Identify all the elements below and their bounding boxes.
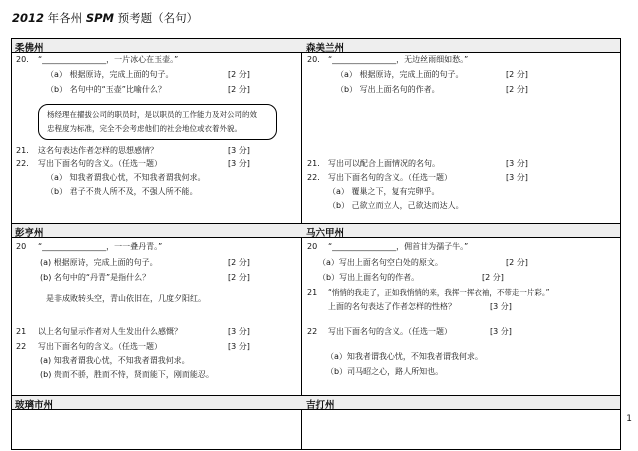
johor-q20-num: 20. [16,55,29,64]
johor-q22a: （a） 知我者谓我心忧，不知我者谓我何求。 [46,173,206,182]
johor-q21-num: 21. [16,146,29,155]
ns-q22-text: 写出下面名句的含义。（任选一题） [328,173,452,182]
johor-q20a-mark: [2 分] [228,70,250,79]
state-melaka: 马六甲州 [306,228,345,239]
melaka-q21-num: 21 [307,288,318,297]
state-negeri-sembilan: 森美兰州 [306,43,345,54]
title-rest: 预考题（名句） [117,11,199,25]
state-header-row-1 [12,38,620,53]
johor-q22-text: 写出下面名句的含义。（任选一题） [38,159,162,168]
ns-q20-text: “________________，无边丝雨细如愁。” [328,55,469,64]
melaka-q21-mark: [3 分] [490,302,512,311]
melaka-q21-text: “悄悄的我走了，正如我悄悄的来，我挥一挥衣袖，不带走一片彩。” [328,288,550,297]
melaka-q20-num: 20 [307,242,318,251]
johor-passage-line-1: 杨经理在擢拔公司的职员时，是以职员的工作能力及对公司的效 [47,110,257,119]
pahang-q22a: (a) 知我者谓我心忧，不知我者谓我何求。 [40,356,190,365]
melaka-q20b-mark: [2 分] [482,273,504,282]
melaka-q20a-mark: [2 分] [506,258,528,267]
johor-passage-box [38,104,277,140]
ns-q21-mark: [3 分] [506,159,528,168]
pahang-q21-text: 以上名句显示作者对人生发出什么感慨？ [38,327,182,336]
pahang-q21-num: 21 [16,327,27,336]
state-perlis: 玻璃市州 [15,400,54,411]
johor-q20a: （a） 根据原诗，完成上面的句子。 [46,70,174,79]
pahang-q20a: (a) 根据原诗，完成上面的句子。 [40,258,158,267]
ns-q20a-mark: [2 分] [506,70,528,79]
pahang-q22-num: 22 [16,342,27,351]
johor-q22-mark: [3 分] [228,159,250,168]
pahang-quote: 是非成败转头空，青山依旧在，几度夕阳红。 [46,294,206,303]
pahang-q20a-mark: [2 分] [228,258,250,267]
pahang-q22-mark: [3 分] [228,342,250,351]
melaka-q20-text: “________________，佣首甘为孺子牛。” [328,242,469,251]
page-number: 1 [626,414,632,424]
melaka-q20b: （b）写出上面名句的作者。 [318,273,420,282]
pahang-q20-num: 20 [16,242,27,251]
pahang-q20b-mark: [2 分] [228,273,250,282]
johor-passage-line-2: 忠程度为标准，完全不会考虑他们的社会地位或衣着外貌。 [47,124,242,133]
question-table [11,38,621,450]
state-johor: 柔佛州 [15,43,44,54]
johor-q20b: （b） 名句中的“玉壶”比喻什么？ [46,85,166,94]
johor-q21-mark: [3 分] [228,146,250,155]
johor-q20-text: “________________，一片冰心在玉壶。” [38,55,179,64]
ns-q21-num: 21. [307,159,320,168]
pahang-q22-text: 写出下面名句的含义。（任选一题） [38,342,162,351]
document-title [12,10,198,26]
state-header-row-3 [12,395,620,410]
state-kedah: 吉打州 [306,400,335,411]
melaka-q22-text: 写出下面名句的含义。（任选一题） [328,327,452,336]
ns-q20b: （b） 写出上面名句的作者。 [336,85,440,94]
pahang-q22b: (b) 贵而不骄，胜而不恃，贤而能下，刚而能忍。 [40,370,214,379]
ns-q20a: （a） 根据原诗，完成上面的句子。 [336,70,464,79]
ns-q22b: （b） 己欲立而立人，己欲达而达人。 [328,201,464,210]
title-exam: SPM [85,11,114,25]
johor-q21-text: 这名句表达作者怎样的思想感情？ [38,146,158,155]
ns-q21-text: 写出可以配合上面情况的名句。 [328,159,440,168]
melaka-q22a: （a）知我者谓我心忧，不知我者谓我何求。 [326,352,483,361]
state-pahang: 彭亨州 [15,228,44,239]
melaka-q22b: （b）司马昭之心，路人所知也。 [326,367,444,376]
melaka-q22-mark: [3 分] [490,327,512,336]
ns-q22a: （a） 覆巢之下，复有完卵乎。 [328,187,440,196]
ns-q22-num: 22. [307,173,320,182]
johor-q22b: （b） 君子不贵人所不及，不强人所不能。 [46,187,198,196]
title-text: 年各州 [47,11,83,25]
ns-q22-mark: [3 分] [506,173,528,182]
pahang-q20-text: “________________，一一叠丹青。” [38,242,163,251]
column-divider [301,39,302,449]
state-header-row-2 [12,223,620,238]
johor-q22-num: 22. [16,159,29,168]
melaka-q20a: （a）写出上面名句空白处的原文。 [318,258,443,267]
ns-q20b-mark: [2 分] [506,85,528,94]
ns-q20-num: 20. [307,55,320,64]
title-year: 2012 [12,11,45,25]
melaka-q21-text-2: 上面的名句表达了作者怎样的性格？ [328,302,456,311]
melaka-q22-num: 22 [307,327,318,336]
pahang-q21-mark: [3 分] [228,327,250,336]
johor-q20b-mark: [2 分] [228,85,250,94]
pahang-q20b: (b) 名句中的“丹青”是指什么？ [40,273,151,282]
